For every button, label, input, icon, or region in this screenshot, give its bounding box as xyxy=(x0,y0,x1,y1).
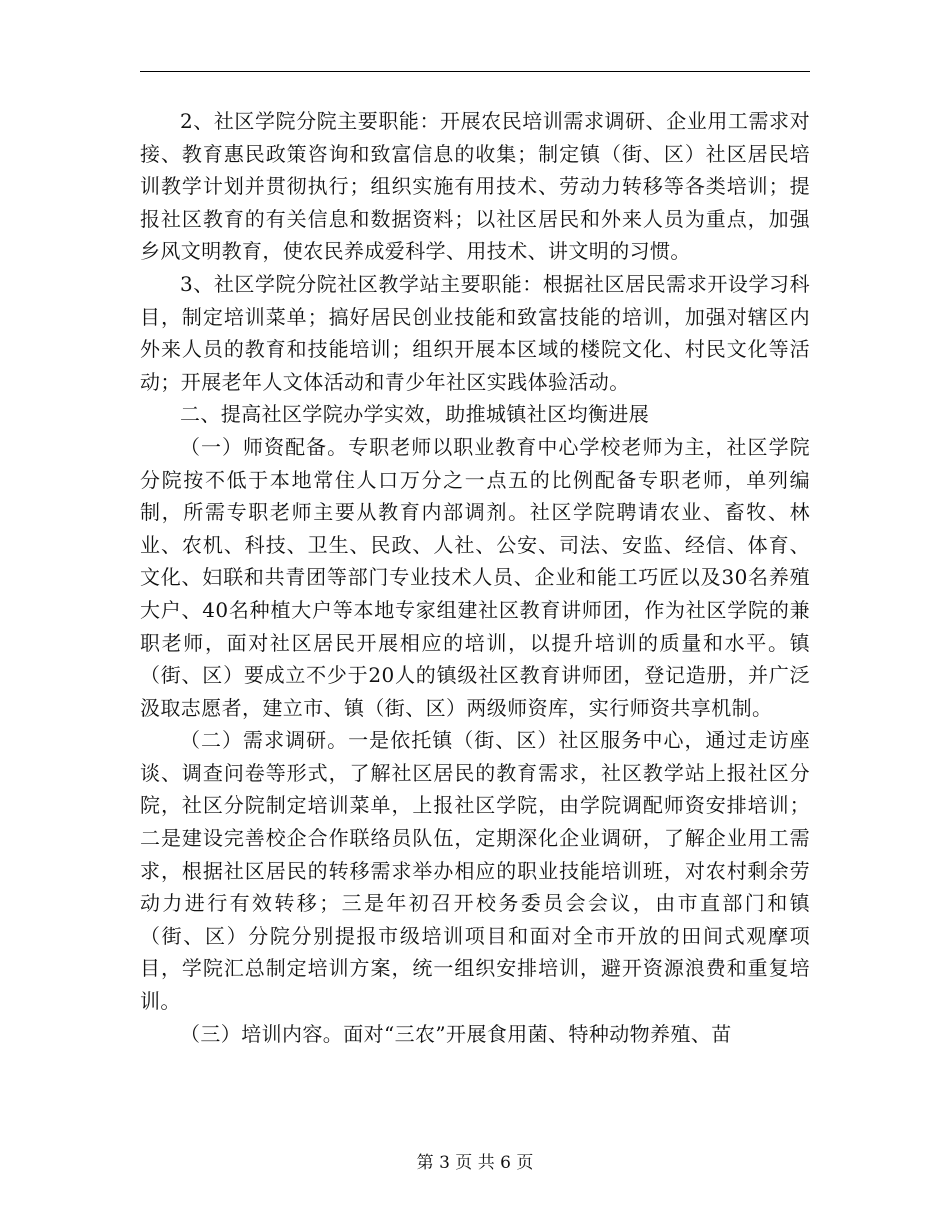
paragraph-needs-research: （二）需求调研。一是依托镇（街、区）社区服务中心，通过走访座谈、调查问卷等形式，了解社区居民的教育需求，社区教学站上报社区分院，社区分院制定培训菜单，上报社区学院，由学院调配师资安排培训；二是建设完善校企合作联络员队伍，定期深化企业调研，了解企业用工需求，根据社区居民的转移需求举办相应的职业技能培训班，对农村剩余劳动力进行有效转移；三是年初召开校务委员会会议，由市直部门和镇（街、区）分院分别提报市级培训项目和面对全市开放的田间式观摩项目，学院汇总制定培训方案，统一组织安排培训，避开资源浪费和重复培训。 xyxy=(140,728,810,1014)
paragraph-teacher-allocation: （一）师资配备。专职老师以职业教育中心学校老师为主，社区学院分院按不低于本地常住人口万分之一点五的比例配备专职老师，单列编制，所需专职老师主要从教育内部调剂。社区学院聘请农业、畜牧、林业、农机、科技、卫生、民政、人社、公安、司法、安监、经信、体育、文化、妇联和共青团等部门专业技术人员、企业和能工巧匠以及30名养殖大户、40名种植大户等本地专家组建社区教育讲师团，作为社区学院的兼职老师，面对社区居民开展相应的培训，以提升培训的质量和水平。镇（街、区）要成立不少于20人的镇级社区教育讲师团，登记造册，并广泛汲取志愿者，建立市、镇（街、区）两级师资库，实行师资共享机制。 xyxy=(140,434,810,720)
document-body xyxy=(140,105,810,1050)
paragraph-branch-functions: 2、社区学院分院主要职能：开展农民培训需求调研、企业用工需求对接、教育惠民政策咨询和致富信息的收集；制定镇（街、区）社区居民培训教学计划并贯彻执行；组织实施有用技术、劳动力转移等各类培训；提报社区教育的有关信息和数据资料；以社区居民和外来人员为重点，加强乡风文明教育，使农民养成爱科学、用技术、讲文明的习惯。 xyxy=(140,109,810,264)
section-heading-improve-effectiveness: 二、提高社区学院办学实效，助推城镇社区均衡进展 xyxy=(180,402,650,427)
page-number-footer: 第 3 页 共 6 页 xyxy=(416,1153,534,1173)
paragraph-training-content: （三）培训内容。面对“三农”开展食用菌、特种动物养殖、苗 xyxy=(180,1021,732,1046)
header-rule xyxy=(140,71,810,72)
paragraph-station-functions: 3、社区学院分院社区教学站主要职能：根据社区居民需求开设学习科目，制定培训菜单；搞好居民创业技能和致富技能的培训，加强对辖区内外来人员的教育和技能培训；组织开展本区域的楼院文化、村民文化等活动；开展老年人文体活动和青少年社区实践体验活动。 xyxy=(140,271,810,394)
